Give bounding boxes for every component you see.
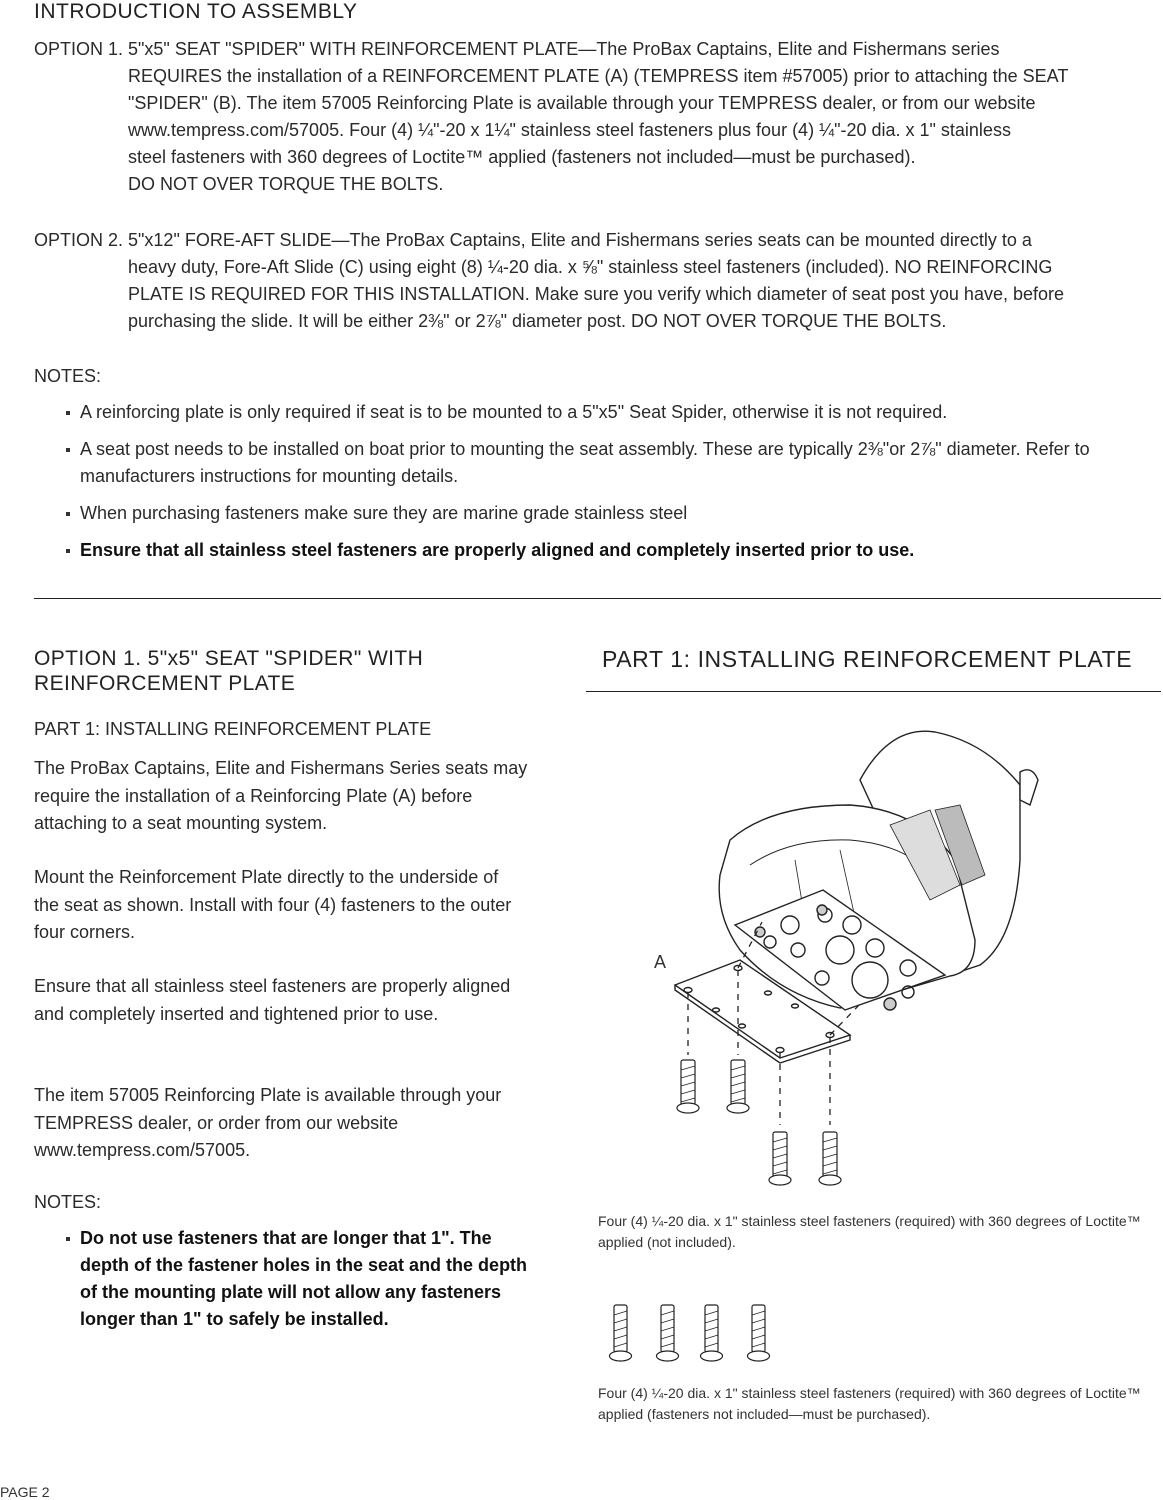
paragraph: The ProBax Captains, Elite and Fishermans Series seats may require the installation of a Reinforcing Plate (A) before attaching to a seat mounting system. [34,758,528,833]
page-number: PAGE 2 [0,1484,50,1500]
option1-lead: OPTION 1. 5"x5" SEAT "SPIDER" WITH REINFORCEMENT PLATE—The ProBax Captains, Elite and Fishermans series [34,39,1000,59]
left-notes-list [34,1225,544,1343]
note-item: When purchasing fasteners make sure they are marine grade stainless steel [34,500,1159,527]
bolt [657,1305,679,1361]
plate-label-a: A [654,952,667,972]
paragraph: The item 57005 Reinforcing Plate is available through your TEMPRESS dealer, or order from our website www.tempress.com/57005. [34,1085,502,1160]
caption-fasteners-required: Four (4) ¼-20 dia. x 1" stainless steel fasteners (required) with 360 degrees of Loctite™ applied (not included). [598,1213,1141,1250]
notes-list [34,399,1159,574]
bolt [748,1305,770,1361]
bolt [701,1305,723,1361]
paragraph: Ensure that all stainless steel fasteners are properly aligned and completely inserted and tightened prior to use. [34,976,511,1024]
part1-subtitle: PART 1: INSTALLING REINFORCEMENT PLATE [34,719,432,739]
intro-heading: INTRODUCTION TO ASSEMBLY [34,0,358,23]
option2-line: heavy duty, Fore-Aft Slide (C) using eight (8) ¼-20 dia. x ⅝" stainless steel fasteners (included). NO REINFORCING [128,257,1053,277]
heading-underline [586,691,1161,692]
option1-title-line: REINFORCEMENT PLATE [34,672,296,695]
notes-heading: NOTES: [34,366,102,386]
fastener-row-diagram [600,1300,780,1370]
note-item: A reinforcing plate is only required if seat is to be mounted to a 5"x5" Seat Spider, otherwise it is not required. [34,399,1159,426]
option1-line: REQUIRES the installation of a REINFORCEMENT PLATE (A) (TEMPRESS item #57005) prior to attaching the SEAT [128,66,1069,86]
bolt [610,1305,632,1361]
option1-line: www.tempress.com/57005. Four (4) ¼"-20 x 1¼" stainless steel fasteners plus four (4) ¼"-20 dia. x 1" stainless [128,120,1011,140]
fastener-group [677,1060,841,1185]
option2-block [34,227,1159,335]
option1-line: steel fasteners with 360 degrees of Loctite™ applied (fasteners not included—must be purchased). [128,147,916,167]
paragraph: Mount the Reinforcement Plate directly to the underside of the seat as shown. Install with four (4) fasteners to the outer four corners. [34,867,512,942]
bolt [727,1060,749,1113]
option1-line: DO NOT OVER TORQUE THE BOLTS. [128,174,444,194]
option2-line: purchasing the slide. It will be either 2⅜" or 2⅞" diameter post. DO NOT OVER TORQUE THE BOLTS. [128,311,947,331]
caption-fasteners-purchase: Four (4) ¼-20 dia. x 1" stainless steel fasteners (required) with 360 degrees of Loctite™ applied (fasteners not included—must be purchased). [598,1385,1141,1422]
option1-title [34,646,423,696]
part1-heading: PART 1: INSTALLING REINFORCEMENT PLATE [602,646,1133,672]
bolt [819,1132,841,1185]
left-notes-heading: NOTES: [34,1192,102,1212]
bolt [677,1060,699,1113]
section-divider [34,598,1161,599]
option1-title-line: OPTION 1. 5"x5" SEAT "SPIDER" WITH [34,647,424,670]
option1-line: "SPIDER" (B). The item 57005 Reinforcing Plate is available through your TEMPRESS dealer, or from our website [128,93,1036,113]
option1-block [34,36,1159,198]
bolt [769,1132,791,1185]
option2-line: PLATE IS REQUIRED FOR THIS INSTALLATION. Make sure you verify which diameter of seat post you have, before [128,284,1065,304]
seat-assembly-diagram [590,710,1160,1190]
note-item: A seat post needs to be installed on boat prior to mounting the seat assembly. These are typically 2⅜"or 2⅞" diameter. Refer to manufacturers instructions for mounting details. [34,436,1159,490]
note-item: Do not use fasteners that are longer that 1". The depth of the fastener holes in the seat and the depth of the mounting plate will not allow any fasteners longer than 1" to safely be installed. [34,1225,544,1333]
option2-lead: OPTION 2. 5"x12" FORE-AFT SLIDE—The ProBax Captains, Elite and Fishermans series seats can be mounted directly to a [34,230,1032,250]
note-item: Ensure that all stainless steel fasteners are properly aligned and completely inserted prior to use. [34,537,1159,564]
